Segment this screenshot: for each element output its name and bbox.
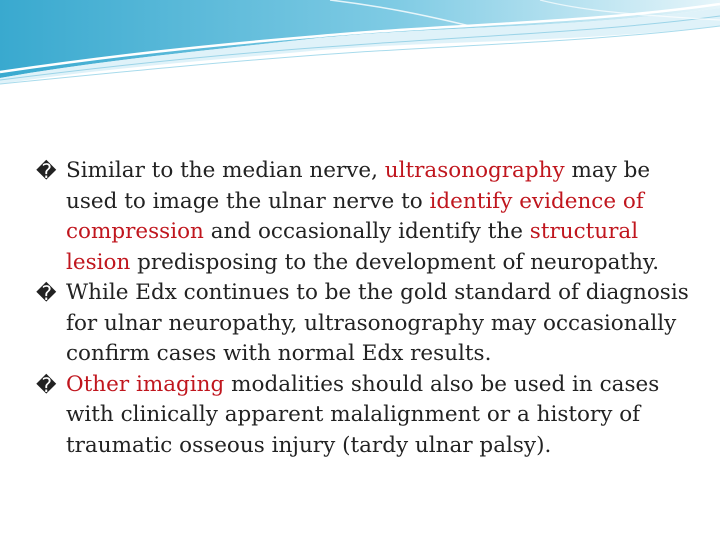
header-wave-decoration — [0, 0, 720, 90]
highlighted-text: identify evidence of compression — [66, 188, 644, 244]
highlighted-text: structural lesion — [66, 219, 639, 275]
highlighted-text: Other imaging — [66, 371, 225, 397]
bullet-text: modalities should also be used in cases with clinically apparent malalignment or a history of traumatic osseous injury (tardy ulnar palsy). — [66, 371, 660, 458]
bullet-text: While Edx continues to be the gold standard of diagnosis for ulnar neuropathy, ultrasonography may occasionally confirm cases with normal Edx results. — [66, 280, 689, 366]
bullet-text: and occasionally identify the — [203, 219, 530, 244]
bullet-text: may be used to image the ulnar nerve to — [66, 158, 651, 214]
bullet-marker-icon: � — [36, 372, 57, 397]
bullet-text: predisposing to the development of neuropathy. — [130, 249, 660, 275]
highlighted-text: ultrasonography — [384, 158, 565, 183]
bullet-item — [36, 278, 704, 370]
bullet-marker-icon: � — [36, 159, 57, 183]
bullet-item — [36, 370, 704, 462]
bullet-text: Similar to the median nerve, — [66, 158, 385, 183]
slide-body — [36, 156, 704, 461]
bullet-item — [36, 156, 704, 278]
bullet-marker-icon: � — [36, 281, 57, 305]
